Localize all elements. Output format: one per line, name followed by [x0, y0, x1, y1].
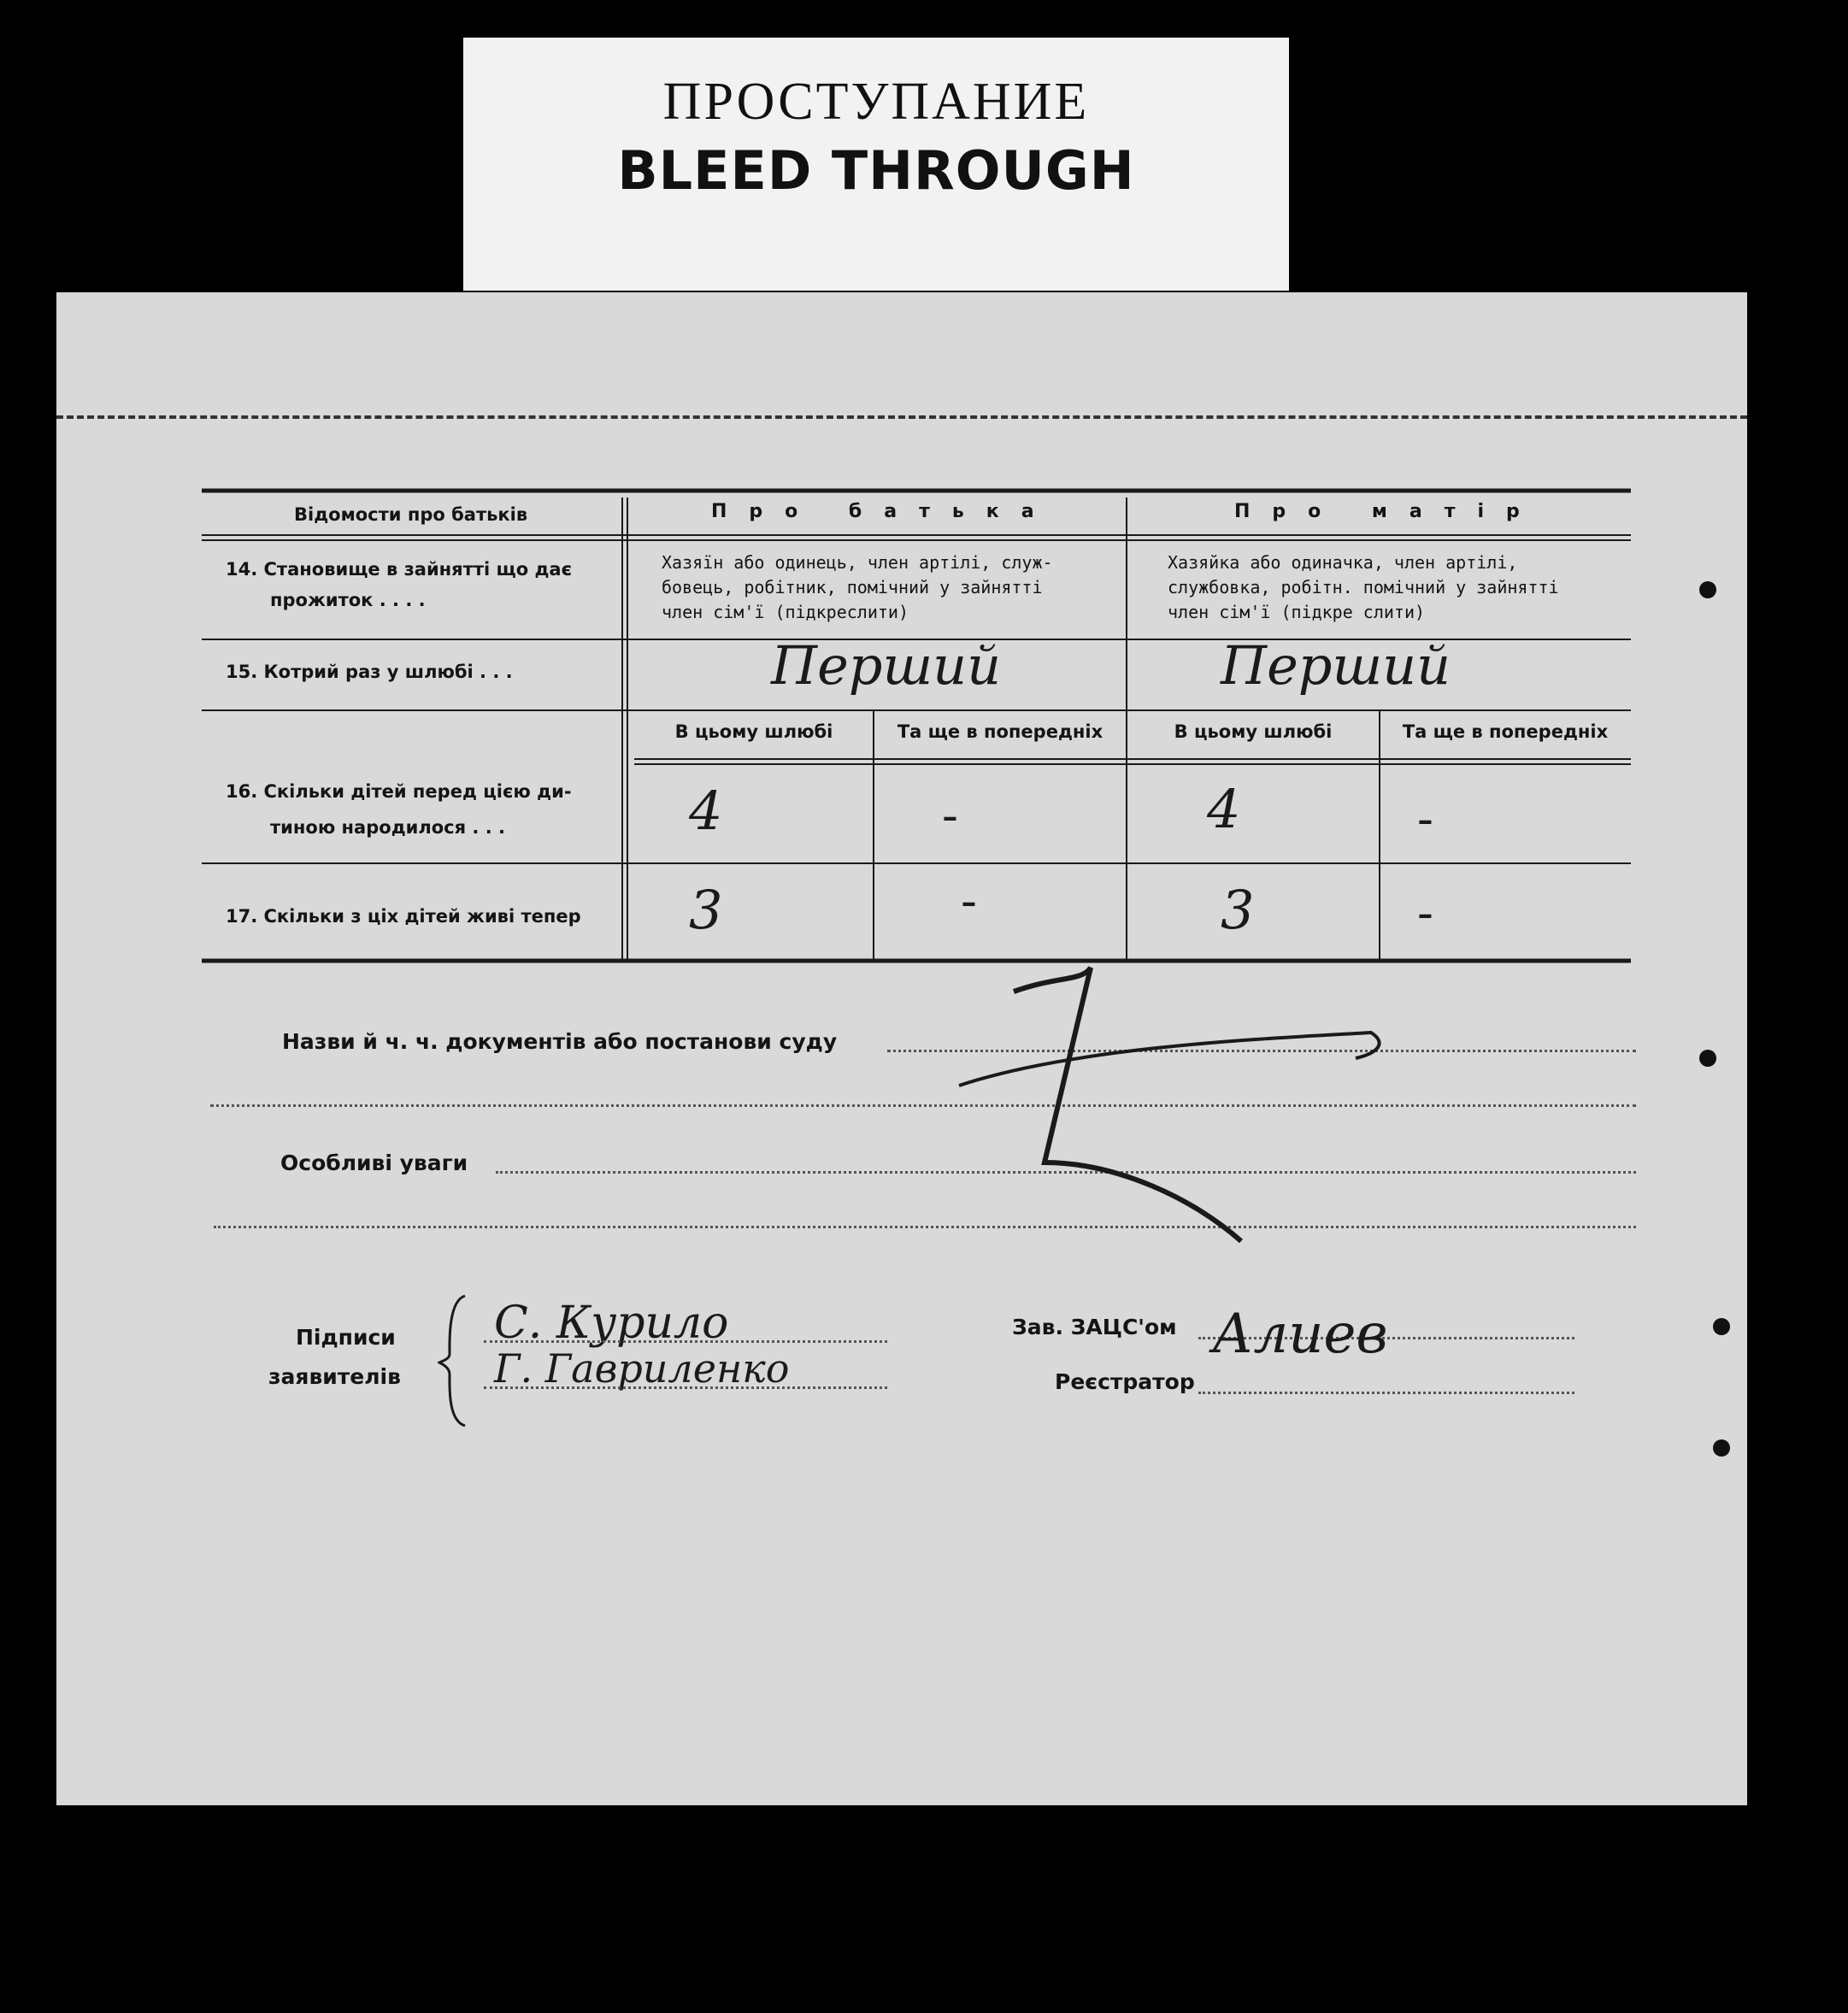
father-column-header: Про батька [711, 501, 1056, 522]
applicant2-dotted-line [484, 1386, 887, 1389]
row17-mother-prev-value: - [1417, 886, 1433, 941]
signatures-label-line1: Підписи [296, 1325, 396, 1350]
applicant2-signature: Г. Гавриленко [494, 1345, 790, 1392]
label-card-russian-text: ПРОСТУПАНИЕ [662, 73, 1090, 131]
signatures-label-line2: заявителів [268, 1364, 401, 1389]
punch-hole [1699, 581, 1716, 598]
row16-mother-prev-value: - [1417, 792, 1433, 847]
row15-mother-handwritten-value: Перший [1221, 634, 1451, 697]
row16-father-prev-value: - [942, 788, 958, 844]
bleed-through-label-card [463, 38, 1289, 291]
row14-mother-text-line1: Хазяйка або одиначка, член артілі, [1168, 552, 1518, 573]
form-sheet [56, 292, 1747, 1805]
row14-father-text-line1: Хазяїн або одинець, член артілі, служ- [662, 552, 1053, 573]
father-previous-header: Та ще в попередніх [897, 721, 1104, 742]
punch-hole [1713, 1318, 1730, 1335]
registrar-signature: Алиев [1212, 1303, 1388, 1366]
label-card-english-text: BLEED THROUGH [617, 139, 1135, 202]
mother-previous-header: Та ще в попередніх [1402, 721, 1609, 742]
applicant1-dotted-line [484, 1340, 887, 1343]
remarks-dotted-line-2 [214, 1226, 1636, 1228]
remarks-label: Особливі уваги [280, 1151, 468, 1175]
mother-this-marriage-header: В цьому шлюбі [1174, 721, 1333, 742]
row17-father-prev-value: - [961, 874, 977, 929]
row17-label: 17. Скільки з ціх дітей живі тепер [226, 906, 581, 927]
documents-dotted-line [887, 1050, 1636, 1052]
row14-mother-text-line3: член сім'ї (підкре слити) [1168, 602, 1426, 622]
row16-mother-this-value: 4 [1207, 778, 1241, 840]
row14-father-text-line3: член сім'ї (підкреслити) [662, 602, 909, 622]
signatures-brace [438, 1292, 472, 1429]
documents-label: Назви й ч. ч. документів або постанови суду [282, 1029, 838, 1054]
row16-label-line2: тиною народилося . . . [270, 817, 505, 838]
registrar-label: Реєстратор [1055, 1369, 1195, 1394]
applicant1-signature: С. Курило [494, 1298, 729, 1349]
row14-label-line2: прожиток . . . . [270, 590, 426, 610]
row15-label: 15. Котрий раз у шлюбі . . . [226, 662, 513, 682]
row15-father-handwritten-value: Перший [771, 634, 1002, 697]
father-this-marriage-header: В цьому шлюбі [674, 721, 833, 742]
documents-dotted-line-2 [210, 1104, 1636, 1107]
registrar-dotted-line [1198, 1392, 1574, 1394]
column-header-parents-info: Відомости про батьків [294, 504, 528, 525]
row16-label-line1: 16. Скільки дітей перед цією ди- [226, 781, 572, 802]
mother-column-header: Про матір [1234, 501, 1542, 522]
remarks-dotted-line [496, 1171, 1636, 1174]
punch-hole [1713, 1439, 1730, 1457]
row17-father-this-value: 3 [689, 879, 723, 941]
row16-father-this-value: 4 [689, 780, 723, 842]
head-zags-label: Зав. ЗАЦС'ом [1012, 1315, 1177, 1339]
row14-father-text-line2: бовець, робітник, помічний у зайнятті [662, 577, 1043, 597]
row17-mother-this-value: 3 [1221, 879, 1255, 941]
row14-mother-text-line2: службовка, робітн. помічний у зайнятті [1168, 577, 1559, 597]
row14-label-line1: 14. Становище в зайнятті що дає [226, 559, 573, 580]
punch-hole [1699, 1050, 1716, 1067]
